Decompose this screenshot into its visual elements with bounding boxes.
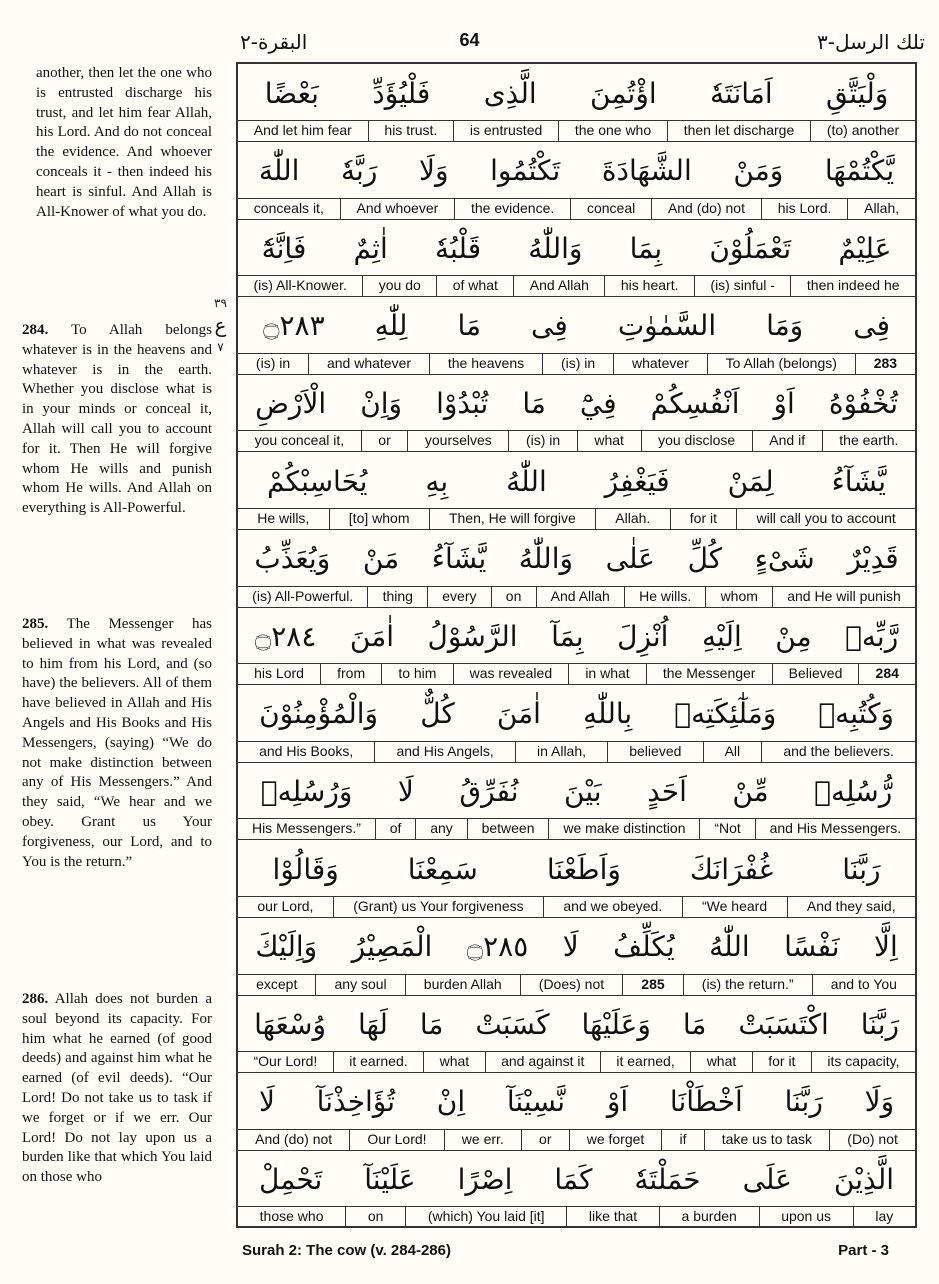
arabic-word: تُخْفُوْهُ (828, 386, 898, 420)
arabic-word: وَاِنْ (360, 386, 403, 420)
word-translation: take us to task (704, 1130, 830, 1150)
arabic-word: رَبَّهٗ (341, 154, 378, 188)
word-translation: (to) another (810, 121, 915, 141)
arabic-word: اَحَدٍ (647, 774, 687, 808)
word-translation: Allah, (847, 199, 915, 219)
arabic-word: يَّكْتُمْهَا (824, 154, 895, 188)
word-translation: And if (752, 431, 822, 451)
word-translation: and we obeyed. (543, 897, 682, 917)
arabic-word: اٰثِمٌ (353, 231, 388, 265)
arabic-word: رَبَّنَا (842, 852, 881, 886)
arabic-word: اِنْ (436, 1085, 466, 1119)
translation-line (238, 896, 915, 918)
word-translation: And they said, (787, 897, 916, 917)
arabic-word: اكْتَسَبَتْ (738, 1007, 829, 1041)
word-translation: And let him fear (253, 122, 352, 138)
arabic-word: وَيُعَذِّبُ (254, 542, 331, 576)
word-translation: what (423, 1052, 485, 1072)
ruku-sign: ع (214, 313, 227, 337)
verse-number: 285. (22, 616, 49, 632)
word-translation: you disclose (641, 431, 752, 451)
arabic-word: فَلْيُؤَدِّ (372, 76, 431, 110)
translation-line (238, 508, 915, 530)
arabic-word: رَبَّنَا (784, 1085, 823, 1119)
translation-line (238, 818, 915, 840)
arabic-word: اَخْطَاْنَا (669, 1085, 743, 1119)
arabic-word: وَكُتُبِهٖ (818, 697, 894, 731)
translation-line (238, 974, 915, 996)
word-translation: we err. (444, 1130, 521, 1150)
grid-row (238, 64, 915, 142)
arabic-word: رُّسُلِهٖ (814, 774, 893, 808)
word-translation: (Grant) us Your forgiveness (333, 897, 543, 917)
arabic-word: اَوْ (773, 386, 795, 420)
word-translation: and He will punish (772, 587, 915, 607)
word-translation: what (577, 431, 641, 451)
arabic-word: بِمَآ (551, 619, 584, 653)
word-translation: and His Angels, (374, 742, 515, 762)
arabic-word: تَحْمِلْ (258, 1162, 323, 1196)
arabic-line (238, 530, 915, 588)
arabic-word: مَا (419, 1007, 444, 1041)
word-translation: his Lord. (761, 199, 847, 219)
word-translation: those who (259, 1208, 324, 1225)
word-by-word-grid (236, 62, 917, 1228)
arabic-word: وَاَطَعْنَا (546, 852, 621, 886)
word-translation: any soul (315, 975, 404, 995)
arabic-word: وَقَالُوْا (272, 852, 339, 886)
word-translation: (is) the return.” (683, 975, 812, 995)
word-translation: it earned, (600, 1052, 690, 1072)
grid-row (238, 374, 915, 452)
word-translation: “We heard (682, 897, 787, 917)
word-translation: And Allah (513, 276, 604, 296)
word-translation: in what (568, 664, 646, 684)
arabic-word: بَعْضًا (264, 76, 319, 110)
word-translation: the one who (558, 121, 667, 141)
arabic-word: كُلِّ (687, 542, 723, 576)
arabic-word: اٰمَنَ (496, 697, 541, 731)
verse-number: 286. (22, 991, 49, 1007)
arabic-word: وَلَا (418, 154, 449, 188)
arabic-word: شَىْءٍ (754, 542, 815, 576)
word-translation: (is) All-Knower. (253, 277, 347, 294)
side-text: another, then let the one who is entrusted discharge his trust, and let him fear Allah, his Lord. And do not conceal the evidence. And whoever conceals it - then indeed his heart is sinful. And Allah is All-Knower of what you do. (36, 65, 212, 220)
arabic-word: اِلَيْهِ (701, 619, 742, 653)
arabic-word: وَمَا (766, 309, 804, 343)
arabic-word: لَا (258, 1085, 275, 1119)
word-translation: and His Messengers. (755, 819, 915, 839)
word-translation: we forget (569, 1130, 662, 1150)
word-translation: and whatever (308, 354, 429, 374)
translation-line (238, 430, 915, 452)
arabic-word: اَمَانَتَهٗ (710, 76, 773, 110)
surah-header: البقرة-٢ (240, 30, 308, 54)
arabic-word: ۝٢٨٤ (254, 619, 317, 653)
word-translation: Then, He will forgive (429, 509, 595, 529)
grid-row (238, 918, 915, 996)
grid-row (238, 762, 915, 840)
word-translation: a burden (659, 1207, 759, 1227)
side-text: The Messenger has believed in what was revealed to him from his Lord, and (so have) the believers. All of them have believed in Allah and His Angels and His Books and His Messengers, (saying) “We do not make distinction between any of His Messengers.” And they said, “We hear and we obey. Grant us Your forgiveness, our Lord, and to You is the return.” (22, 616, 213, 870)
arabic-word: وَلَا (864, 1085, 895, 1119)
arabic-word: اَنْفُسِكُمْ (650, 386, 740, 420)
arabic-word: نُفَرِّقُ (459, 774, 519, 808)
arabic-word: اِلَّا (874, 930, 898, 964)
grid-row (238, 530, 915, 608)
arabic-word: بِمَا (629, 231, 663, 265)
arabic-word: الَّذِى (483, 76, 537, 110)
side-translation-286 (22, 990, 212, 1188)
word-translation: whatever (613, 354, 707, 374)
arabic-line (238, 297, 915, 355)
word-translation: 283 (855, 354, 915, 374)
arabic-word: لَا (562, 930, 579, 964)
translation-line (238, 1051, 915, 1073)
translation-line (238, 663, 915, 685)
word-translation: you conceal it, (254, 432, 345, 449)
word-translation: any (415, 819, 466, 839)
arabic-word: اٰمَنَ (349, 619, 394, 653)
side-translation-1 (36, 64, 212, 222)
verse-number: 284. (22, 322, 49, 338)
arabic-word: لِمَنْ (727, 464, 774, 498)
translation-line (238, 198, 915, 220)
grid-row (238, 297, 915, 375)
arabic-word: اللّٰهُ (506, 464, 547, 498)
side-translation-285 (22, 615, 212, 872)
word-translation: “Not (699, 819, 754, 839)
word-translation: 284 (858, 664, 915, 684)
word-translation: the earth. (822, 431, 915, 451)
arabic-word: لَهَا (357, 1007, 388, 1041)
arabic-word: تَكْتُمُوا (490, 154, 561, 188)
word-translation: the evidence. (454, 199, 570, 219)
word-translation: from (320, 664, 381, 684)
word-translation: (is) sinful - (694, 276, 790, 296)
word-translation: on (491, 587, 536, 607)
word-translation: is entrusted (453, 121, 558, 141)
word-translation: thing (367, 587, 427, 607)
arabic-word: ۝٢٨٥ (466, 930, 529, 964)
word-translation: of what (436, 276, 513, 296)
arabic-word: مِنْ (775, 619, 812, 653)
word-translation: And whoever (340, 199, 454, 219)
arabic-word: رَبَّنَا (860, 1007, 900, 1041)
arabic-word: تُؤَاخِذْنَآ (316, 1085, 396, 1119)
word-translation: of (375, 819, 416, 839)
word-translation: He wills, (257, 510, 310, 526)
translation-line (238, 353, 915, 375)
word-translation: for it (752, 1052, 811, 1072)
word-translation: on (345, 1207, 405, 1227)
grid-row (238, 219, 915, 297)
arabic-word: عَلٰى (605, 542, 655, 576)
arabic-word: كُلٌّ (420, 697, 455, 731)
ruku-top: ٣٩ (214, 296, 227, 310)
word-translation: what (690, 1052, 752, 1072)
translation-line (238, 741, 915, 763)
arabic-word: بِهِ (425, 464, 449, 498)
arabic-word: الشَّهَادَةَ (601, 154, 692, 188)
word-translation: conceal (570, 199, 651, 219)
word-translation: and against it (485, 1052, 600, 1072)
word-translation: (which) You laid [it] (405, 1207, 566, 1227)
arabic-word: بِاللّٰهِ (583, 697, 633, 731)
word-translation: for it (670, 509, 737, 529)
arabic-line (238, 374, 915, 432)
word-translation: his Lord (254, 665, 304, 682)
arabic-word: وَلْيَتَّقِ (826, 76, 889, 110)
arabic-line (238, 1073, 915, 1131)
translation-line (238, 586, 915, 608)
word-translation: [to] whom (329, 509, 429, 529)
word-translation: (Do) not (829, 1130, 915, 1150)
word-translation: conceals it, (253, 199, 324, 216)
grid-row (238, 685, 915, 763)
grid-row (238, 142, 915, 220)
arabic-word: وَعَلَيْهَا (581, 1007, 651, 1041)
word-translation: Allah. (595, 509, 670, 529)
word-translation: (is) in (542, 354, 613, 374)
word-translation: Our Lord! (349, 1130, 443, 1150)
word-translation: we make distinction (548, 819, 699, 839)
word-translation: his heart. (604, 276, 694, 296)
word-translation: And Allah (536, 587, 624, 607)
word-translation: (is) in (255, 354, 291, 371)
arabic-word: قَلْبُهٗ (434, 231, 482, 265)
word-translation: and to You (812, 975, 915, 995)
arabic-line (238, 607, 915, 665)
word-translation: And (do) not (255, 1130, 333, 1147)
arabic-word: كَسَبَتْ (475, 1007, 550, 1041)
grid-row (238, 840, 915, 918)
arabic-word: يُحَاسِبْكُمْ (267, 464, 368, 498)
arabic-word: فَيَغْفِرُ (604, 464, 670, 498)
arabic-word: مِّنْ (732, 774, 769, 808)
arabic-word: تُبْدُوْا (436, 386, 489, 420)
word-translation: except (256, 975, 298, 992)
arabic-word: وَرُسُلِهٖ (260, 774, 353, 808)
arabic-line (238, 452, 915, 510)
word-translation: will call you to account (736, 509, 915, 529)
arabic-word: لِلّٰهِ (374, 309, 408, 343)
arabic-word: فِى (531, 309, 568, 343)
word-translation: if (661, 1130, 703, 1150)
word-translation: To Allah (belongs) (707, 354, 855, 374)
grid-row (238, 995, 915, 1073)
word-translation: the heavens (429, 354, 542, 374)
arabic-word: رَّبِّهٖ (845, 619, 899, 653)
word-translation: 285 (622, 975, 683, 995)
footer-part: Part - 3 (838, 1242, 889, 1259)
arabic-word: تَعْمَلُوْنَ (709, 231, 792, 265)
arabic-word: وَالْمُؤْمِنُوْنَ (259, 697, 379, 731)
arabic-word: لَا (397, 774, 414, 808)
arabic-word: اللّٰهَ (258, 154, 300, 188)
arabic-word: الرَّسُوْلُ (427, 619, 518, 653)
word-translation: between (467, 819, 549, 839)
word-translation: to him (381, 664, 452, 684)
arabic-word: كَمَا (554, 1162, 593, 1196)
word-translation: burden Allah (405, 975, 520, 995)
arabic-line (238, 762, 915, 820)
translation-line (238, 275, 915, 297)
word-translation: or (521, 1130, 569, 1150)
arabic-word: وَاِلَيْكَ (255, 930, 318, 964)
arabic-line (238, 685, 915, 743)
word-translation: in Allah, (515, 742, 607, 762)
arabic-line (238, 995, 915, 1053)
arabic-line (238, 219, 915, 277)
word-translation: our Lord, (257, 898, 314, 914)
arabic-word: السَّمٰوٰتِ (617, 309, 717, 343)
word-translation: believed (607, 742, 702, 762)
arabic-word: عَلَى (742, 1162, 792, 1196)
arabic-word: مَنْ (362, 542, 400, 576)
word-translation: or (361, 431, 408, 451)
word-translation: it earned. (333, 1052, 423, 1072)
arabic-word: نَفْسًا (784, 930, 840, 964)
word-translation: lay (853, 1207, 915, 1227)
arabic-word: عَلَيْنَآ (364, 1162, 416, 1196)
word-translation: (is) All-Powerful. (252, 587, 354, 604)
word-translation: and His Books, (259, 742, 354, 759)
word-translation: his trust. (368, 121, 453, 141)
arabic-line (238, 918, 915, 976)
arabic-word: قَدِيْرٌ (847, 542, 899, 576)
word-translation: (is) in (508, 431, 576, 451)
arabic-word: اؤْتُمِنَ (590, 76, 657, 110)
word-translation: yourselves (407, 431, 508, 451)
arabic-word: مَا (457, 309, 482, 343)
ruku-bottom: ٧ (217, 340, 224, 354)
arabic-line (238, 142, 915, 200)
arabic-word: اللّٰهُ (709, 930, 750, 964)
arabic-word: وَمَنْ (733, 154, 784, 188)
arabic-word: فِيْٓ (579, 386, 617, 420)
word-translation: He wills. (624, 587, 705, 607)
translation-line (238, 1206, 915, 1228)
arabic-word: اَوْ (606, 1085, 629, 1119)
arabic-word: مَا (682, 1007, 707, 1041)
page-number: 64 (459, 30, 480, 50)
arabic-word: اِصْرًا (457, 1162, 513, 1196)
arabic-word: الَّذِيْنَ (833, 1162, 895, 1196)
arabic-word: سَمِعْنَا (407, 852, 478, 886)
word-translation: its capacity, (811, 1052, 915, 1072)
arabic-word: يُكَلِّفُ (613, 930, 675, 964)
word-translation: Believed (772, 664, 859, 684)
side-text: Allah does not burden a soul beyond its capacity. For him what he earned (of good deeds) and against him what he earned (of evil deeds). “Our Lord! Do not take us to task if we forget or if we err. Our Lord! Do not lay upon us a burden like that which You laid on those who (22, 991, 212, 1186)
arabic-word: فِى (853, 309, 890, 343)
word-translation: you do (362, 276, 436, 296)
word-translation: And (do) not (651, 199, 761, 219)
juz-header: تلك الرسل-٣ (817, 30, 925, 54)
grid-row (238, 607, 915, 685)
word-translation: the Messenger (646, 664, 772, 684)
word-translation: upon us (759, 1207, 853, 1227)
word-translation: like that (566, 1207, 659, 1227)
arabic-line (238, 1150, 915, 1208)
word-translation: “Our Lord! (253, 1053, 318, 1070)
arabic-word: غُفْرَانَكَ (689, 852, 774, 886)
arabic-word: ۝٢٨٣ (263, 309, 325, 343)
word-translation: then indeed he (790, 276, 915, 296)
word-translation: His Messengers.” (251, 820, 361, 837)
word-translation: All (703, 742, 762, 762)
word-translation: whom (705, 587, 772, 607)
arabic-line (238, 64, 915, 122)
translation-line (238, 120, 915, 142)
side-translation-284 (22, 321, 212, 519)
grid-row (238, 1150, 915, 1228)
arabic-word: فَاِنَّهٗٓ (261, 231, 307, 265)
arabic-word: الْمَصِيْرُ (351, 930, 433, 964)
arabic-word: يَّشَآءُ (831, 464, 887, 498)
arabic-line (238, 840, 915, 898)
word-translation: was revealed (453, 664, 569, 684)
arabic-word: يَّشَآءُ (431, 542, 487, 576)
arabic-word: وُسْعَهَا (254, 1007, 326, 1041)
arabic-word: وَاللّٰهُ (528, 231, 583, 265)
arabic-word: نَّسِيْنَآ (506, 1085, 566, 1119)
arabic-word: عَلِيْمٌ (838, 231, 892, 265)
ruku-marker (214, 292, 227, 358)
arabic-word: اُنْزِلَ (617, 619, 669, 653)
arabic-word: بَيْنَ (564, 774, 602, 808)
arabic-word: وَمَلٰٓئِكَتِهٖ (674, 697, 777, 731)
arabic-word: وَاللّٰهُ (518, 542, 574, 576)
arabic-word: مَا (522, 386, 546, 420)
footer-surah: Surah 2: The cow (v. 284-286) (242, 1242, 451, 1259)
grid-row (238, 1073, 915, 1151)
word-translation: then let discharge (667, 121, 810, 141)
translation-line (238, 1129, 915, 1151)
grid-row (238, 452, 915, 530)
word-translation: (Does) not (520, 975, 623, 995)
side-text: To Allah belongs whatever is in the heavens and whatever is in the earth. Whether you disclose what is in your minds or conceal it, Allah will call you to account for it. Then He will forgive whom He wills and punish whom He wills. And Allah on everything is All-Powerful. (22, 322, 212, 517)
arabic-word: حَمَلْتَهٗ (634, 1162, 701, 1196)
word-translation: and the believers. (761, 742, 915, 762)
word-translation: every (427, 587, 491, 607)
arabic-word: الْاَرْضِ (255, 386, 327, 420)
